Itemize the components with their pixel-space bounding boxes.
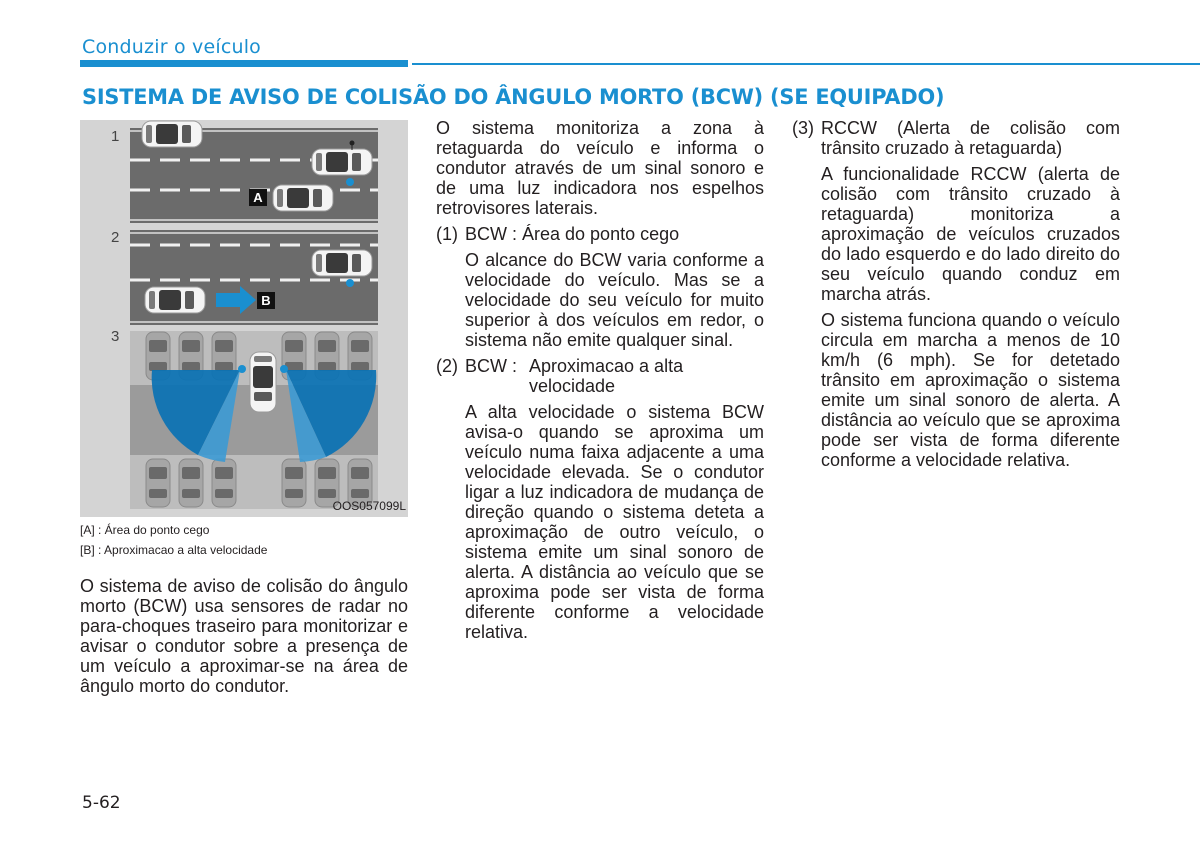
list-item-number: (1) (436, 224, 458, 244)
list-item-label: RCCW (Alerta de colisão com trânsito cruzado à retaguarda) (821, 118, 1120, 158)
figure-code: OOS057099L (332, 499, 406, 513)
list-item-label-prefix: BCW : (465, 356, 517, 376)
list-item-1 (436, 224, 764, 244)
header-rule-thin (412, 63, 1200, 65)
caption-a: [A] : Área do ponto cego (80, 523, 210, 537)
panel-number-1: 1 (111, 128, 120, 145)
list-item-2 (436, 356, 764, 376)
list-item-number: (2) (436, 356, 458, 376)
label-b-marker: B (257, 292, 275, 309)
intro-paragraph-left: O sistema de aviso de colisão do ângulo morto (BCW) usa sensores de radar no para-choques traseiro para monitorizar e avisar o condutor sobre a presença de um veículo a aproximar-se na área de ângulo morto do condutor. (80, 576, 408, 696)
header-rule-thick (80, 60, 408, 67)
caption-b: [B] : Aproximacao a alta velocidade (80, 543, 268, 557)
intro-paragraph: O sistema monitoriza a zona à retaguarda do veículo e informa o condutor através de um sinal sonoro e de uma luz indicadora nos espelhos retrovisores laterais. (436, 118, 764, 218)
panel-number-2: 2 (111, 229, 120, 246)
list-item-label: BCW : Área do ponto cego (465, 224, 680, 244)
list-item-body: O alcance do BCW varia conforme a velocidade do veículo. Mas se a velocidade do seu veículo for muito superior à dos veículos em redor, o sistema não emite qualquer sinal. (465, 250, 764, 350)
page-title: SISTEMA DE AVISO DE COLISÃO DO ÂNGULO MORTO (BCW) (SE EQUIPADO) (82, 85, 945, 110)
list-item-label: Aproximacao a alta (529, 356, 684, 376)
list-item-label-continued: velocidade (529, 376, 616, 396)
list-item-3 (792, 118, 1120, 158)
list-item-body: O sistema funciona quando o veículo circula em marcha a menos de 10 km/h (6 mph). Se for detetado trânsito em aproximação o sistema emite um sinal sonoro de alerta. A distância ao veículo que se aproxima pode ser vista de forma diferente conforme a velocidade relativa. (821, 310, 1120, 470)
right-column (792, 118, 1120, 476)
panel-number-3: 3 (111, 328, 120, 345)
page-number: 5-62 (82, 793, 121, 813)
label-a-marker: A (249, 189, 267, 206)
section-label: Conduzir o veículo (82, 36, 262, 58)
list-item-body: A funcionalidade RCCW (alerta de colisão com trânsito cruzado à retaguarda) monitoriza a aproximação de veículos cruzados do lado esquerdo e do lado direito do seu veículo quando conduz em marcha atrás. (821, 164, 1120, 304)
middle-column (436, 118, 764, 648)
list-item-number: (3) (792, 118, 814, 138)
list-item-body: A alta velocidade o sistema BCW avisa-o quando se aproxima um veículo numa faixa adjacente a uma velocidade elevada. Se o condutor ligar a luz indicadora de mudança de direção quando o sistema deteta a aproximação de outro veículo, o sistema emite um sinal sonoro de alerta. A distância ao veículo que se aproxima pode ser vista de forma diferente conforme a velocidade relativa. (465, 402, 764, 642)
bcw-illustration (80, 120, 408, 517)
